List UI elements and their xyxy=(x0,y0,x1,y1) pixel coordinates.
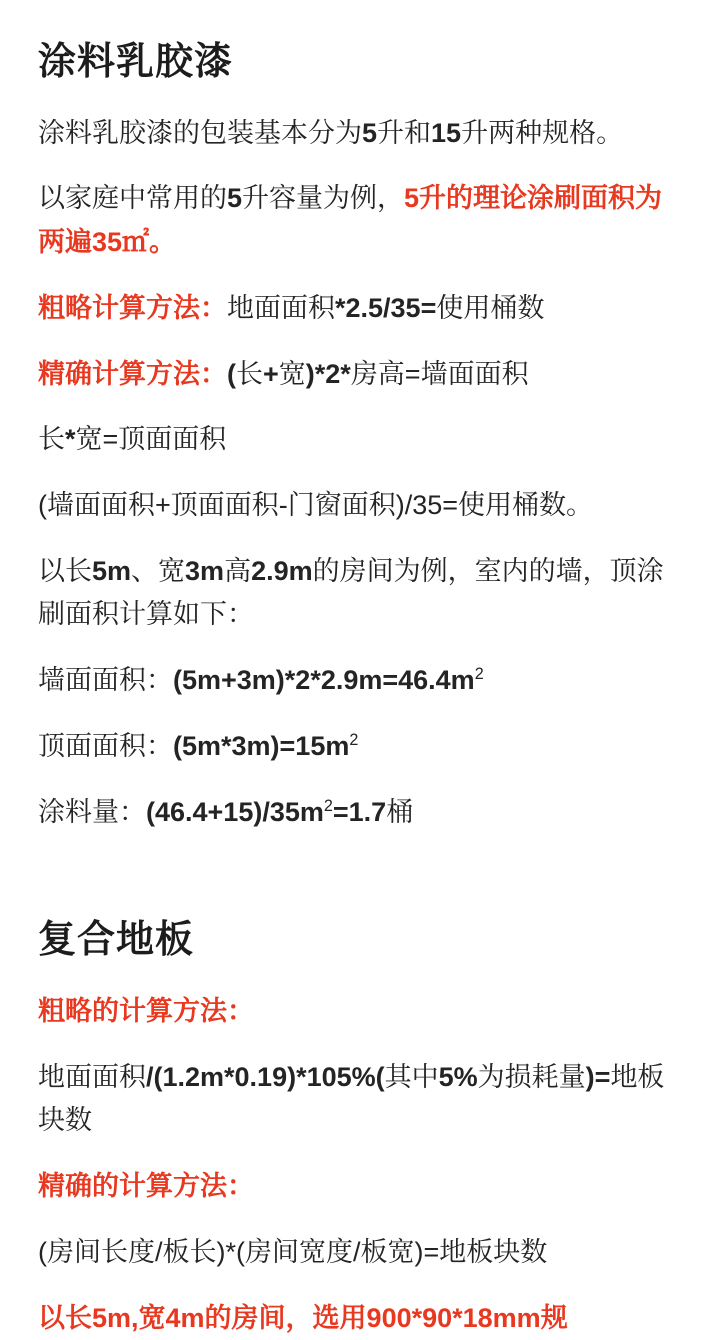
paragraph xyxy=(38,990,682,1034)
section-body xyxy=(38,990,682,1340)
text-run: 顶面面积： xyxy=(38,730,173,761)
text-run: 以长5m,宽4m的房间，选用900*90*18mm规 xyxy=(38,1302,568,1333)
text-run: 长 xyxy=(236,358,263,389)
text-run: (46.4+15)/35m xyxy=(146,796,324,827)
unit-superscript: 2 xyxy=(349,730,359,749)
text-run: 2.9m xyxy=(251,555,313,586)
text-run: ( xyxy=(227,358,236,389)
paragraph xyxy=(38,1165,682,1209)
text-run: 3m xyxy=(185,555,225,586)
text-run: 15 xyxy=(431,117,462,148)
paragraph xyxy=(38,725,682,769)
text-run: 5 xyxy=(227,183,243,214)
paragraph xyxy=(38,112,682,156)
text-run: 5 xyxy=(362,117,378,148)
text-run: *2.5/35= xyxy=(335,292,437,323)
paragraph xyxy=(38,1297,682,1340)
paragraph xyxy=(38,791,682,835)
text-run: 粗略计算方法： xyxy=(38,292,227,323)
text-run: 其中 xyxy=(384,1061,439,1092)
paragraph xyxy=(38,1231,682,1275)
text-run: 地面面积 xyxy=(38,1061,146,1092)
paragraph xyxy=(38,1056,682,1143)
paragraph xyxy=(38,659,682,703)
section-title: 复合地板 xyxy=(38,919,195,962)
text-run: )*2* xyxy=(305,358,351,389)
text-run: 为损耗量 xyxy=(477,1061,586,1092)
text-run: 升容量为例， xyxy=(242,183,405,214)
text-run: 升两种规格。 xyxy=(461,117,624,148)
text-run: (房间长度/板长)*(房间宽度/板宽)=地板块数 xyxy=(38,1236,548,1267)
text-run: 以长 xyxy=(38,555,92,586)
section-body xyxy=(38,112,682,835)
text-run: 高 xyxy=(224,555,252,586)
unit-superscript: 2 xyxy=(474,665,484,684)
text-run: (墙面面积+顶面面积-门窗面积)/35=使用桶数。 xyxy=(38,490,594,520)
text-run: 桶 xyxy=(386,796,414,827)
text-run: 墙面面积： xyxy=(38,665,173,696)
text-run: 5m xyxy=(92,555,132,586)
text-run: 5% xyxy=(438,1061,478,1092)
text-run: * xyxy=(65,424,76,455)
text-run: 涂料乳胶漆的包装基本分为 xyxy=(38,117,362,148)
text-run: 精确计算方法： xyxy=(38,358,227,389)
text-run: 5升的理论涂刷面积为两遍35㎡。 xyxy=(38,183,663,258)
text-run: =1.7 xyxy=(332,796,387,827)
text-run: + xyxy=(263,358,279,389)
text-run: 宽 xyxy=(278,358,306,389)
text-run: 房高=墙面面积 xyxy=(350,358,529,389)
paragraph xyxy=(38,287,682,331)
text-run: 使用桶数 xyxy=(436,292,545,323)
paragraph xyxy=(38,418,682,462)
text-run: 宽=顶面面积 xyxy=(75,424,227,455)
unit-superscript: 2 xyxy=(323,796,333,815)
text-run: 、宽 xyxy=(131,555,186,586)
page-title: 涂料乳胶漆 xyxy=(38,41,234,83)
text-run: (5m+3m)*2*2.9m=46.4m xyxy=(173,665,475,696)
paragraph xyxy=(38,550,682,637)
text-run: 的房间为例，室内的墙，顶涂刷面积计算如下： xyxy=(38,555,664,630)
text-run: 升和 xyxy=(377,117,432,148)
text-run: 以家庭中常用的 xyxy=(38,183,227,214)
text-run: 地板块数 xyxy=(38,1061,665,1136)
text-run: 地面面积 xyxy=(227,292,335,323)
text-run: (5m*3m)=15m xyxy=(173,730,350,761)
text-run: 涂料量： xyxy=(38,796,146,827)
text-run: 精确的计算方法： xyxy=(38,1171,254,1202)
text-run: /(1.2m*0.19)*105%( xyxy=(146,1061,385,1092)
paragraph xyxy=(38,353,682,397)
text-run: 长 xyxy=(38,424,65,455)
text-run: )= xyxy=(585,1061,611,1092)
paragraph xyxy=(38,484,682,528)
paragraph xyxy=(38,177,682,264)
text-run: 粗略的计算方法： xyxy=(38,996,254,1026)
